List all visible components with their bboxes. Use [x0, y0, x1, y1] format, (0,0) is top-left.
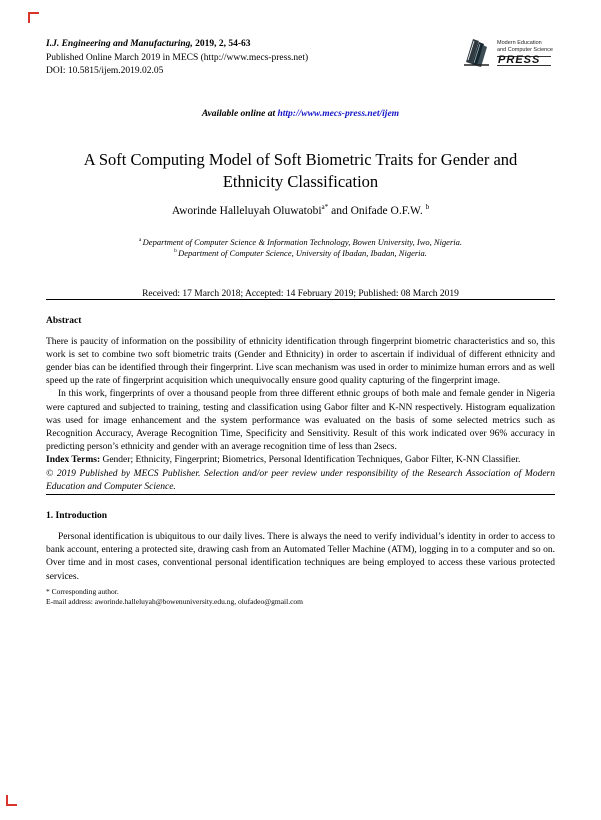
introduction-body	[46, 531, 555, 584]
author-name-2: and Onifade O.F.W.	[328, 204, 426, 217]
abstract-section	[46, 316, 555, 494]
journal-homepage-link[interactable]: http://www.mecs-press.net/ijem	[277, 108, 400, 119]
corresponding-author-note: * Corresponding author.	[46, 586, 119, 596]
index-terms-text: Gender; Ethnicity, Fingerprint; Biometrics, Personal Identification Techniques, Gabor Filter, K-NN Classifier.	[100, 455, 521, 466]
logo-line1: Modern Education	[497, 40, 542, 46]
mecs-logo-text	[497, 36, 553, 66]
affiliation-a-text: Department of Computer Science & Information Technology, Bowen University, Iwo, Nigeria.	[142, 236, 462, 247]
affiliation-b-mark: b	[174, 248, 179, 255]
index-terms-label: Index Terms:	[46, 455, 101, 466]
crop-mark-top-left	[28, 12, 39, 23]
introduction-heading: 1. Introduction	[46, 510, 108, 521]
available-online-prefix: Available online at	[201, 108, 278, 119]
published-line: Published Online March 2019 in MECS (http://www.mecs-press.net)	[46, 52, 309, 63]
abstract-body	[46, 336, 555, 494]
logo-line2: and Computer Science	[497, 47, 553, 53]
page-header	[46, 38, 555, 79]
index-terms-line	[46, 454, 555, 467]
dates-line: Received: 17 March 2018; Accepted: 14 February 2019; Published: 08 March 2019	[142, 288, 459, 299]
available-online-line	[46, 109, 555, 119]
logo-press-label: PRESS	[497, 56, 551, 66]
mecs-books-icon	[459, 36, 493, 73]
affiliation-b-text: Department of Computer Science, University of Ibadan, Ibadan, Nigeria.	[178, 248, 427, 258]
paper-title: A Soft Computing Model of Soft Biometric Traits for Gender and Ethnicity Classification	[83, 149, 518, 191]
abstract-paragraph-1: There is paucity of information on the possibility of ethnicity identification through fingerprint biometric characteristics and so, this work is set to combine two soft biometric traits (Gender and Ethnicity) in order to ascertain if individual of different ethnicity and gender bias can be identified through their fingerprint. Live scan mechanism was used in order to minimize human errors and as well speed up the rate of fingerprint acquisition which unequivocally ensure good quality capturing of the fingerprint image.	[46, 336, 555, 387]
email-address-line: E-mail address: aworinde.halleluyah@bowenuniversity.edu.ng, olufadeo@gmail.com	[46, 596, 304, 606]
author-1-affil-mark: a*	[321, 202, 329, 211]
journal-issue: 2019, 2, 54-63	[192, 39, 251, 49]
affiliation-a	[46, 237, 555, 249]
author-2-affil-mark: b	[425, 202, 430, 211]
journal-citation-line	[46, 38, 308, 52]
crop-mark-bottom-left	[6, 795, 17, 806]
divider-above-abstract	[46, 299, 555, 300]
journal-header	[46, 38, 308, 79]
introduction-paragraph-1: Personal identification is ubiquitous to our daily lives. There is always the need to verify individual’s identity in order to access to bank account, entering a protected site, drawing cash from an Automated Teller Machine (ATM), logging in to a computer and so on. Over time and in most cases, conventional personal identification techniques are being employed to access these various protected services.	[46, 531, 555, 582]
mecs-logo	[459, 36, 553, 73]
footnote-block	[46, 587, 555, 607]
divider-above-introduction	[46, 494, 555, 495]
introduction-section	[46, 511, 555, 584]
abstract-heading: Abstract	[46, 315, 82, 326]
copyright-line: © 2019 Published by MECS Publisher. Selection and/or peer review under responsibility of the Research Association of Modern Education and Computer Science.	[46, 468, 555, 492]
journal-name: I.J. Engineering and Manufacturing,	[46, 39, 193, 49]
affiliations-block	[46, 237, 555, 260]
author-name-1: Aworinde Halleluyah Oluwatobi	[171, 204, 322, 217]
abstract-paragraph-2: In this work, fingerprints of over a thousand people from three different ethnic groups of both male and female gender in Nigeria were captured and subjected to training, testing and classification using Gabor filter and K-NN respectively. Histogram equalization was used for image enhancement and the system performance was evaluated on the basis of some selected metrics such as Recognition Accuracy, Average Recognition Time, Specificity and Sensitivity. Result of this work indicated over 96% accuracy in predicting person’s ethnicity and gender with an average recognition time of less than 2secs.	[46, 389, 555, 453]
authors-line	[46, 202, 555, 217]
affiliation-b	[46, 248, 555, 260]
affiliation-a-mark: a	[139, 236, 143, 243]
doi-line: DOI: 10.5815/ijem.2019.02.05	[46, 66, 164, 76]
